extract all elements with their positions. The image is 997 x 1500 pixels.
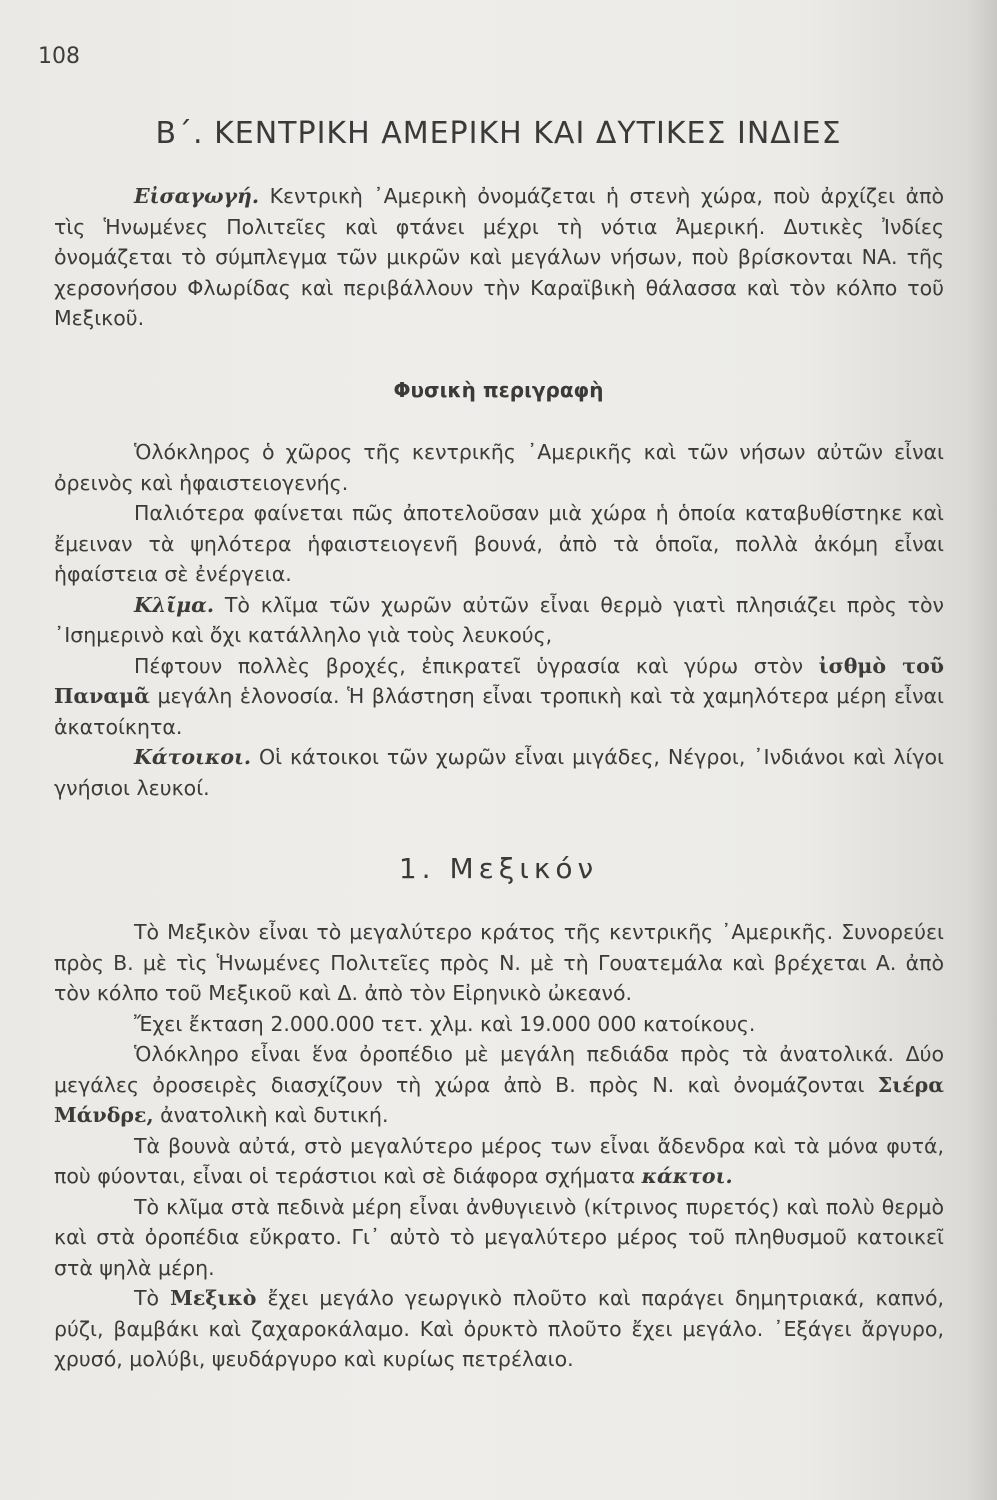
mexico-section [54,917,944,1375]
inhabitants-text: Οἱ κάτοικοι τῶν χωρῶν εἶναι μιγάδες, Νέγροι, ᾿Ινδιάνοι καὶ λίγοι γνήσιοι λευκοί. [54,745,944,800]
mexico-p6-after: ἔχει μεγάλο γεωργικὸ πλοῦτο καὶ παράγει δημητριακά, καπνό, ρύζι, βαμβάκι καὶ ζαχαροκάλαμο. Καὶ ὀρυκτὸ πλοῦτο ἔχει μεγάλο. ᾿Εξάγει ἄργυρο, χρυσό, μολύβι, ψευδάργυρο καὶ κυρίως πετρέλαιο. [54,1286,944,1371]
rain-text-bold: ἰσθμὸ τοῦ Παναμᾶ [54,653,944,708]
mexico-p3-after: ἀνατολικὴ καὶ δυτική. [153,1103,389,1127]
mexico-p4-bold: κάκτοι. [641,1164,733,1188]
mexico-paragraph-4 [54,1131,944,1192]
mexico-paragraph-3 [54,1039,944,1131]
subchapter-title-mexico: 1. Μεξικόν [398,852,599,885]
chapter-title: Β΄. ΚΕΝΤΡΙΚΗ ΑΜΕΡΙΚΗ ΚΑΙ ΔΥΤΙΚΕΣ ΙΝΔΙΕΣ [155,116,842,151]
section-heading-physical: Φυσικὴ περιγραφὴ [393,378,604,402]
physical-description [54,437,944,803]
climate-label: Κλῖμα. [134,592,215,617]
climate-paragraph [54,590,944,651]
page-number: 108 [38,44,80,69]
physical-paragraph-1: Ὁλόκληρος ὁ χῶρος τῆς κεντρικῆς ᾿Αμερικῆς καὶ τῶν νήσων αὐτῶν εἶναι ὀρεινὸς καὶ ἡφαιστειογενής. [54,440,944,495]
climate-text: Τὸ κλῖμα τῶν χωρῶν αὐτῶν εἶναι θερμὸ γιατὶ πλησιάζει πρὸς τὸν ᾿Ισημερινὸ καὶ ὄχι κατάλληλο γιὰ τοὺς λευκούς, [54,592,944,647]
intro-paragraph [54,181,944,334]
mexico-paragraph-6 [54,1283,944,1375]
mexico-p3-before: Ὁλόκληρο εἶναι ἕνα ὀροπέδιο μὲ μεγάλη πεδιάδα πρὸς τὰ ἀνατολικά. Δύο μεγάλες ὀροσειρὲς διασχίζουν τὴ χώρα ἀπὸ Β. πρὸς Ν. καὶ ὀνομάζονται [54,1042,944,1097]
rain-text-after: μεγάλη ἑλονοσία. Ἡ βλάστηση εἶναι τροπικὴ καὶ τὰ χαμηλότερα μέρη εἶναι ἀκατοίκητα. [54,684,944,739]
rain-paragraph [54,651,944,743]
mexico-p3-bold: Σιέρα Μάνδρε, [54,1072,944,1127]
intro-text: Κεντρικὴ ᾿Αμερικὴ ὀνομάζεται ἡ στενὴ χώρα, ποὺ ἀρχίζει ἀπὸ τὶς Ἡνωμένες Πολιτεῖες καὶ φτάνει μέχρι τὴ νότια Ἀμερική. Δυτικὲς Ἰνδίες ὀνομάζεται τὸ σύμπλεγμα τῶν μικρῶν καὶ μεγάλων νήσων, ποὺ βρίσκονται ΝΑ. τῆς χερσονήσου Φλωρίδας καὶ περιβάλλουν τὴν Καραϊβικὴ θάλασσα καὶ τὸν κόλπο τοῦ Μεξικοῦ. [54,184,944,330]
mexico-p4-before: Τὰ βουνὰ αὐτά, στὸ μεγαλύτερο μέρος των εἶναι ἄδενδρα καὶ τὰ μόνα φυτά, ποὺ φύονται, εἶναι οἱ τεράστιοι καὶ σὲ διάφορα σχήματα [54,1133,944,1188]
intro-label: Εἰσαγωγή. [134,184,260,208]
mexico-paragraph-5: Τὸ κλῖμα στὰ πεδινὰ μέρη εἶναι ἀνθυγιεινὸ (κίτρινος πυρετός) καὶ πολὺ θερμὸ καὶ στὰ ὀροπέδια εὔκρατο. Γι᾿ αὐτὸ τὸ μεγαλύτερο μέρος τοῦ πληθυσμοῦ κατοικεῖ στὰ ψηλὰ μέρη. [54,1194,944,1280]
inhabitants-label: Κάτοικοι. [134,745,252,769]
rain-text-before: Πέφτουν πολλὲς βροχές, ἐπικρατεῖ ὑγρασία καὶ γύρω στὸν [134,653,819,678]
mexico-paragraph-1: Τὸ Μεξικὸν εἶναι τὸ μεγαλύτερο κράτος τῆς κεντρικῆς ᾿Αμερικῆς. Συνορεύει πρὸς Β. μὲ τὶς Ἡνωμένες Πολιτεῖες πρὸς Ν. μὲ τὴ Γουατεμάλα καὶ βρέχεται Α. ἀπὸ τὸν κόλπο τοῦ Μεξικοῦ καὶ Δ. ἀπὸ τὸν Εἰρηνικὸ ὠκεανό. [54,920,944,1005]
inhabitants-paragraph [54,742,944,803]
mexico-p6-before: Τὸ [134,1286,171,1310]
mexico-paragraph-2: Ἔχει ἔκταση 2.000.000 τετ. χλμ. καὶ 19.000 000 κατοίκους. [134,1011,756,1036]
mexico-p6-bold: Μεξικὸ [170,1286,257,1310]
physical-paragraph-2: Παλιότερα φαίνεται πῶς ἀποτελοῦσαν μιὰ χώρα ἡ ὁποία καταβυθίστηκε καὶ ἔμειναν τὰ ψηλότερα ἡφαιστειογενῆ βουνά, ἀπὸ τὰ ὁποῖα, πολλὰ ἀκόμη εἶναι ἡφαίστεια σὲ ἐνέργεια. [54,501,944,586]
